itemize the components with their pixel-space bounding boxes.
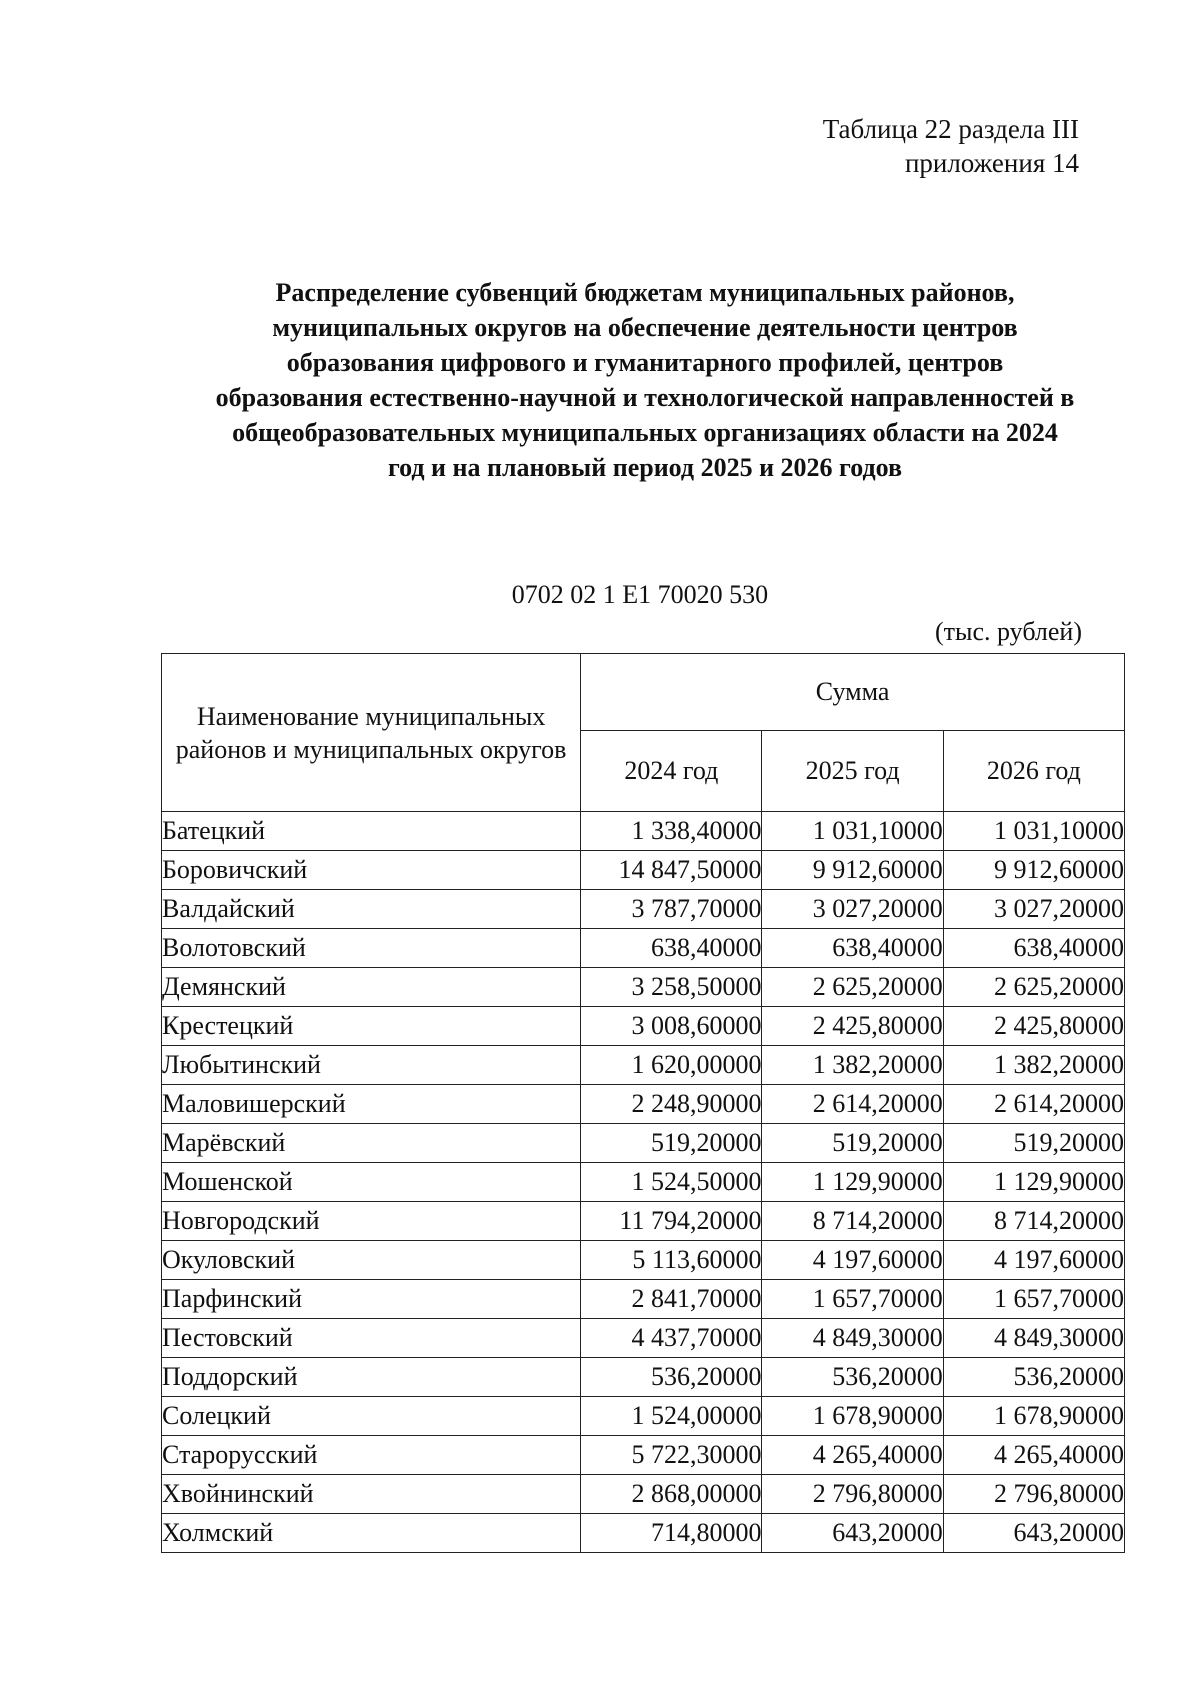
value-2024-cell: 536,20000 — [581, 1358, 762, 1397]
district-name-cell: Поддорский — [162, 1358, 581, 1397]
value-2026-cell: 4 265,40000 — [943, 1436, 1124, 1475]
district-name-cell: Мошенской — [162, 1163, 581, 1202]
value-2025-cell: 3 027,20000 — [762, 890, 943, 929]
value-2024-cell: 1 620,00000 — [581, 1046, 762, 1085]
value-2025-cell: 1 657,70000 — [762, 1280, 943, 1319]
title-line: образования естественно-научной и технологической направленностей в — [215, 383, 1075, 412]
district-name-cell: Старорусский — [162, 1436, 581, 1475]
title-line: общеобразовательных муниципальных организациях области на 2024 — [232, 418, 1058, 447]
table-row — [162, 968, 1125, 1007]
title-line: образования цифрового и гуманитарного профилей, центров — [286, 348, 1004, 377]
table-row — [162, 1124, 1125, 1163]
table-row — [162, 1475, 1125, 1514]
table-row — [162, 1280, 1125, 1319]
value-2026-cell: 8 714,20000 — [943, 1202, 1124, 1241]
header-sum: Сумма — [581, 654, 1125, 731]
value-2025-cell: 2 614,20000 — [762, 1085, 943, 1124]
value-2024-cell: 519,20000 — [581, 1124, 762, 1163]
value-2024-cell: 714,80000 — [581, 1514, 762, 1553]
value-2025-cell: 2 625,20000 — [762, 968, 943, 1007]
value-2026-cell: 4 197,60000 — [943, 1241, 1124, 1280]
district-name-cell: Парфинский — [162, 1280, 581, 1319]
value-2025-cell: 4 197,60000 — [762, 1241, 943, 1280]
header-year-2026: 2026 год — [943, 731, 1124, 812]
value-2026-cell: 519,20000 — [943, 1124, 1124, 1163]
district-name-cell: Хвойнинский — [162, 1475, 581, 1514]
table-row — [162, 890, 1125, 929]
value-2026-cell: 4 849,30000 — [943, 1319, 1124, 1358]
district-name-cell: Демянский — [162, 968, 581, 1007]
table-row — [162, 1007, 1125, 1046]
district-name-cell: Крестецкий — [162, 1007, 581, 1046]
district-name-cell: Батецкий — [162, 812, 581, 851]
district-name-cell: Боровичский — [162, 851, 581, 890]
value-2025-cell: 9 912,60000 — [762, 851, 943, 890]
table-row — [162, 1163, 1125, 1202]
value-2024-cell: 3 787,70000 — [581, 890, 762, 929]
district-name-cell: Марёвский — [162, 1124, 581, 1163]
budget-code: 0702 02 1 E1 70020 530 — [511, 580, 769, 609]
value-2026-cell: 2 796,80000 — [943, 1475, 1124, 1514]
value-2026-cell: 638,40000 — [943, 929, 1124, 968]
table-row — [162, 1202, 1125, 1241]
table-row — [162, 1436, 1125, 1475]
value-2025-cell: 1 031,10000 — [762, 812, 943, 851]
subvention-table — [161, 653, 1125, 1553]
value-2024-cell: 1 338,40000 — [581, 812, 762, 851]
value-2025-cell: 1 382,20000 — [762, 1046, 943, 1085]
value-2025-cell: 638,40000 — [762, 929, 943, 968]
value-2024-cell: 2 841,70000 — [581, 1280, 762, 1319]
district-name-cell: Любытинский — [162, 1046, 581, 1085]
value-2026-cell: 1 129,90000 — [943, 1163, 1124, 1202]
value-2026-cell: 1 657,70000 — [943, 1280, 1124, 1319]
header-year-2024: 2024 год — [581, 731, 762, 812]
district-name-cell: Новгородский — [162, 1202, 581, 1241]
value-2025-cell: 643,20000 — [762, 1514, 943, 1553]
value-2025-cell: 536,20000 — [762, 1358, 943, 1397]
value-2026-cell: 2 625,20000 — [943, 968, 1124, 1007]
value-2025-cell: 4 265,40000 — [762, 1436, 943, 1475]
value-2024-cell: 3 008,60000 — [581, 1007, 762, 1046]
district-name-cell: Солецкий — [162, 1397, 581, 1436]
value-2024-cell: 2 248,90000 — [581, 1085, 762, 1124]
table-row — [162, 851, 1125, 890]
table-reference-line-1: Таблица 22 раздела III — [822, 114, 1079, 144]
header-name-column: Наименование муниципальных районов и муниципальных округов — [162, 654, 581, 812]
value-2026-cell: 1 382,20000 — [943, 1046, 1124, 1085]
value-2025-cell: 2 425,80000 — [762, 1007, 943, 1046]
value-2026-cell: 2 614,20000 — [943, 1085, 1124, 1124]
district-name-cell: Валдайский — [162, 890, 581, 929]
value-2024-cell: 1 524,50000 — [581, 1163, 762, 1202]
value-2024-cell: 2 868,00000 — [581, 1475, 762, 1514]
value-2026-cell: 9 912,60000 — [943, 851, 1124, 890]
value-2024-cell: 5 113,60000 — [581, 1241, 762, 1280]
value-2024-cell: 4 437,70000 — [581, 1319, 762, 1358]
district-name-cell: Маловишерский — [162, 1085, 581, 1124]
table-row — [162, 1046, 1125, 1085]
value-2025-cell: 519,20000 — [762, 1124, 943, 1163]
header-year-2025: 2025 год — [762, 731, 943, 812]
district-name-cell: Окуловский — [162, 1241, 581, 1280]
table-row — [162, 1514, 1125, 1553]
value-2026-cell: 2 425,80000 — [943, 1007, 1124, 1046]
value-2026-cell: 1 031,10000 — [943, 812, 1124, 851]
table-row — [162, 1241, 1125, 1280]
district-name-cell: Холмский — [162, 1514, 581, 1553]
value-2024-cell: 638,40000 — [581, 929, 762, 968]
table-reference — [823, 112, 1079, 180]
table-row — [162, 929, 1125, 968]
value-2025-cell: 1 129,90000 — [762, 1163, 943, 1202]
units-label: (тыс. рублей) — [934, 617, 1082, 646]
table-row — [162, 1397, 1125, 1436]
table-body — [162, 812, 1125, 1553]
value-2026-cell: 536,20000 — [943, 1358, 1124, 1397]
value-2025-cell: 1 678,90000 — [762, 1397, 943, 1436]
value-2025-cell: 2 796,80000 — [762, 1475, 943, 1514]
value-2026-cell: 643,20000 — [943, 1514, 1124, 1553]
table-row — [162, 1085, 1125, 1124]
value-2024-cell: 5 722,30000 — [581, 1436, 762, 1475]
title-line: Распределение субвенций бюджетам муниципальных районов, — [275, 278, 1015, 307]
district-name-cell: Пестовский — [162, 1319, 581, 1358]
district-name-cell: Волотовский — [162, 929, 581, 968]
value-2026-cell: 1 678,90000 — [943, 1397, 1124, 1436]
table-row — [162, 812, 1125, 851]
value-2024-cell: 11 794,20000 — [581, 1202, 762, 1241]
value-2024-cell: 3 258,50000 — [581, 968, 762, 1007]
title-line: муниципальных округов на обеспечение деятельности центров — [272, 313, 1018, 342]
value-2025-cell: 4 849,30000 — [762, 1319, 943, 1358]
title-line: год и на плановый период 2025 и 2026 годов — [387, 453, 903, 482]
value-2024-cell: 1 524,00000 — [581, 1397, 762, 1436]
value-2025-cell: 8 714,20000 — [762, 1202, 943, 1241]
value-2026-cell: 3 027,20000 — [943, 890, 1124, 929]
table-row — [162, 1358, 1125, 1397]
value-2024-cell: 14 847,50000 — [581, 851, 762, 890]
document-title — [150, 275, 1140, 485]
table-row — [162, 1319, 1125, 1358]
table-reference-line-2: приложения 14 — [904, 148, 1079, 178]
